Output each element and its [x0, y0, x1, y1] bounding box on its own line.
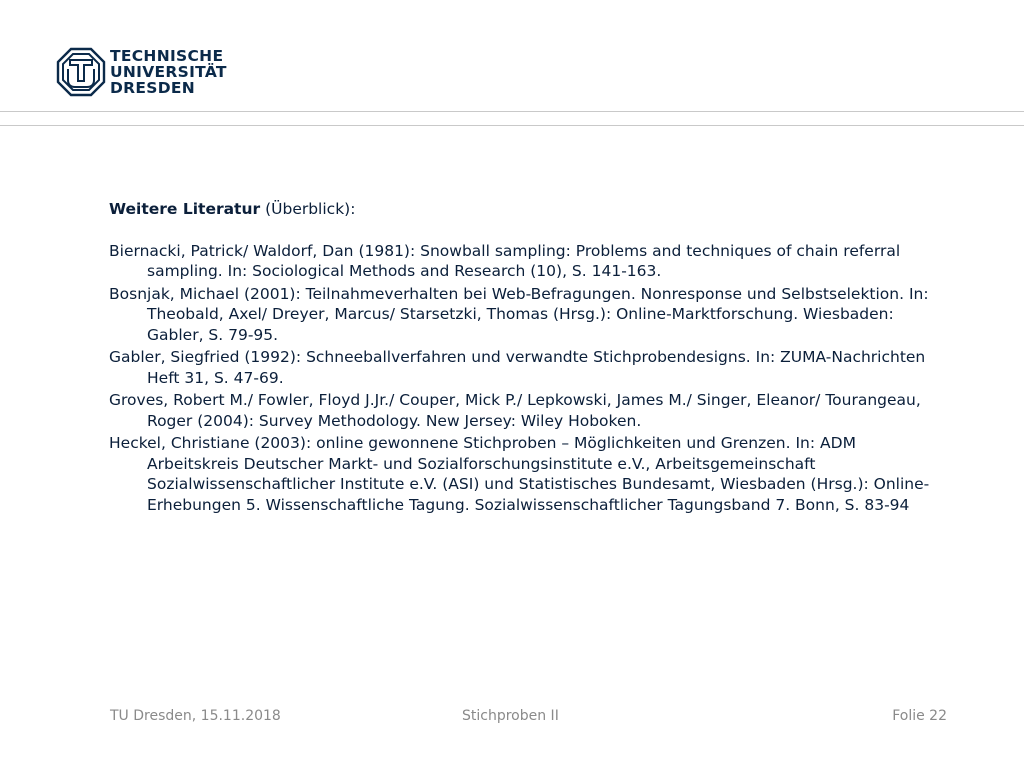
header-divider-bottom — [0, 125, 1024, 126]
section-heading-bold: Weitere Literatur — [109, 200, 261, 218]
reference-item: Biernacki, Patrick/ Waldorf, Dan (1981): Snowball sampling: Problems and techniques of chain referral sampling. In: Sociological Methods and Research (10), S. 141-163. — [109, 241, 901, 280]
reference-item: Bosnjak, Michael (2001): Teilnahmeverhalten bei Web-Befragungen. Nonresponse und Selbstselektion. In: Theobald, Axel/ Dreyer, Marcus/ Starsetzki, Thomas (Hrsg.): Online-Marktforschung. Wiesbaden: Gabler, S. 79-95. — [109, 284, 929, 344]
section-heading — [109, 199, 949, 220]
footer-date: TU Dresden, 15.11.2018 — [110, 708, 281, 724]
logo-line-1: TECHNISCHE — [110, 47, 224, 65]
university-name — [110, 48, 227, 96]
reference-item: Groves, Robert M./ Fowler, Floyd J.Jr./ Couper, Mick P./ Lepkowski, James M./ Singer, Eleanor/ Tourangeau, Roger (2004): Survey Methodology. New Jersey: Wiley Hoboken. — [109, 391, 921, 430]
logo-line-3: DRESDEN — [110, 79, 196, 97]
logo-line-2: UNIVERSITÄT — [110, 63, 227, 81]
header-divider-top — [0, 111, 1024, 112]
slide-content — [109, 199, 949, 517]
footer-slide-number: Folie 22 — [892, 708, 947, 724]
reference-list — [109, 241, 949, 516]
footer-title: Stichproben II — [462, 708, 559, 724]
slide-header — [0, 0, 1024, 128]
reference-item: Gabler, Siegfried (1992): Schneeballverfahren und verwandte Stichprobendesigns. In: ZUMA-Nachrichten Heft 31, S. 47-69. — [109, 348, 926, 387]
tu-dresden-logo-icon — [56, 47, 106, 97]
section-heading-rest: (Überblick): — [260, 200, 356, 218]
reference-item: Heckel, Christiane (2003): online gewonnene Stichproben – Möglichkeiten und Grenzen. In: ADM Arbeitskreis Deutscher Markt- und Sozialforschungsinstitute e.V., Arbeitsgemeinschaft Sozialwissenschaftlicher Institute e.V. (ASI) und Statistisches Bundesamt, Wiesbaden (Hrsg.): Online-Erhebungen 5. Wissenschaftliche Tagung. Sozialwissenschaftlicher Tagungsband 7. Bonn, S. 83-94 — [109, 434, 930, 514]
